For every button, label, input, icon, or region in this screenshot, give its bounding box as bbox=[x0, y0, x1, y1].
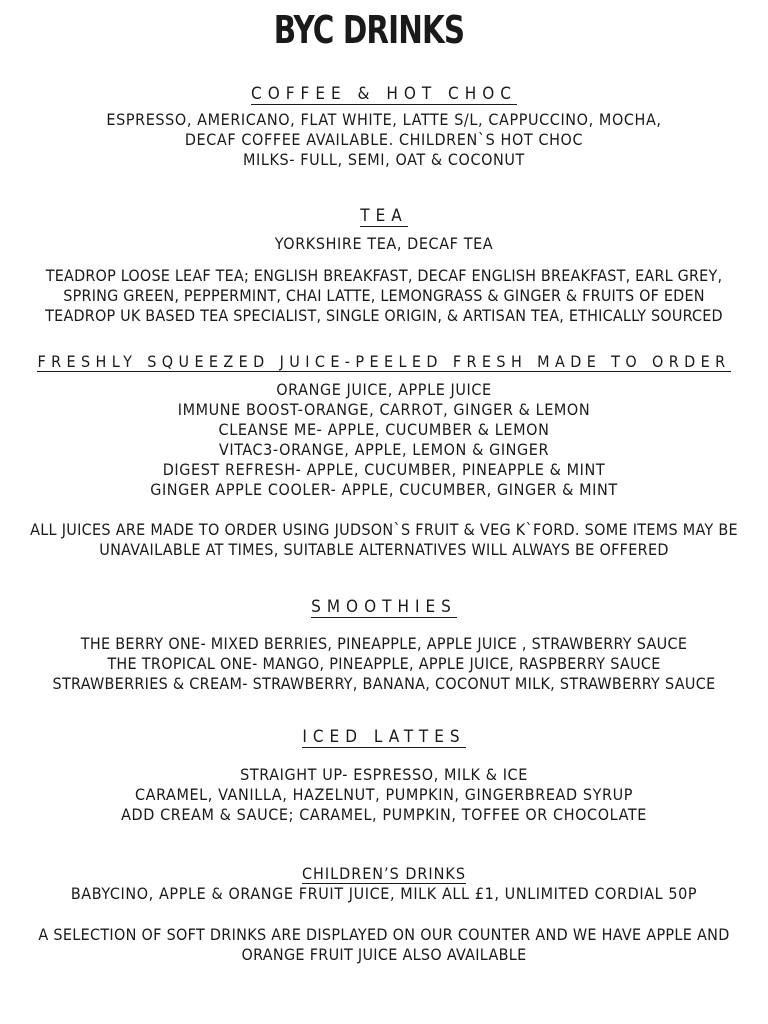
tea-line: TEADROP LOOSE LEAF TEA; ENGLISH BREAKFAST, DECAF ENGLISH BREAKFAST, EARL GREY, bbox=[45, 266, 723, 285]
coffee-line: MILKS- FULL, SEMI, OAT & COCONUT bbox=[243, 150, 525, 169]
footer-note bbox=[0, 925, 768, 965]
iced-latte-line: CARAMEL, VANILLA, HAZELNUT, PUMPKIN, GINGERBREAD SYRUP bbox=[134, 785, 634, 804]
footer-line: A SELECTION OF SOFT DRINKS ARE DISPLAYED ON OUR COUNTER AND WE HAVE APPLE AND bbox=[38, 925, 730, 944]
juice-line: IMMUNE BOOST-ORANGE, CARROT, GINGER & LEMON bbox=[177, 400, 591, 419]
iced-lattes-lines bbox=[0, 765, 768, 825]
juice-line: CLEANSE ME- APPLE, CUCUMBER & LEMON bbox=[218, 420, 550, 439]
coffee-line: DECAF COFFEE AVAILABLE. CHILDREN`S HOT CHOC bbox=[184, 130, 584, 149]
juice-lines bbox=[0, 380, 768, 500]
tea-line: SPRING GREEN, PEPPERMINT, CHAI LATTE, LEMONGRASS & GINGER & FRUITS OF EDEN bbox=[63, 286, 705, 305]
childrens-heading: CHILDREN’S DRINKS bbox=[301, 864, 467, 883]
juice-note-line: ALL JUICES ARE MADE TO ORDER USING JUDSON`S FRUIT & VEG K`FORD. SOME ITEMS MAY BE bbox=[30, 520, 738, 539]
menu-title: BYC DRINKS bbox=[273, 8, 465, 52]
smoothies-lines bbox=[0, 634, 768, 694]
childrens-line: BABYCINO, APPLE & ORANGE FRUIT JUICE, MILK ALL £1, UNLIMITED CORDIAL 50P bbox=[70, 884, 698, 903]
smoothie-line: STRAWBERRIES & CREAM- STRAWBERRY, BANANA, COCONUT MILK, STRAWBERRY SAUCE bbox=[52, 674, 716, 693]
tea-lines-top bbox=[0, 234, 768, 254]
juice-heading: FRESHLY SQUEEZED JUICE-PEELED FRESH MADE TO ORDER bbox=[37, 352, 731, 371]
tea-heading: TEA bbox=[360, 206, 408, 226]
iced-latte-line: ADD CREAM & SAUCE; CARAMEL, PUMPKIN, TOFFEE OR CHOCOLATE bbox=[121, 805, 647, 824]
juice-line: ORANGE JUICE, APPLE JUICE bbox=[276, 380, 492, 399]
smoothie-line: THE TROPICAL ONE- MANGO, PINEAPPLE, APPLE JUICE, RASPBERRY SAUCE bbox=[107, 654, 661, 673]
coffee-line: ESPRESSO, AMERICANO, FLAT WHITE, LATTE S/L, CAPPUCCINO, MOCHA, bbox=[106, 110, 662, 129]
juice-note-line: UNAVAILABLE AT TIMES, SUITABLE ALTERNATIVES WILL ALWAYS BE OFFERED bbox=[99, 540, 669, 559]
coffee-lines bbox=[0, 110, 768, 170]
iced-latte-line: STRAIGHT UP- ESPRESSO, MILK & ICE bbox=[240, 765, 528, 784]
juice-line: GINGER APPLE COOLER- APPLE, CUCUMBER, GINGER & MINT bbox=[150, 480, 618, 499]
coffee-heading: COFFEE & HOT CHOC bbox=[251, 84, 517, 104]
childrens-lines bbox=[0, 884, 768, 904]
tea-line: TEADROP UK BASED TEA SPECIALIST, SINGLE ORIGIN, & ARTISAN TEA, ETHICALLY SOURCED bbox=[45, 306, 723, 325]
smoothie-line: THE BERRY ONE- MIXED BERRIES, PINEAPPLE, APPLE JUICE , STRAWBERRY SAUCE bbox=[80, 634, 688, 653]
juice-note bbox=[0, 520, 768, 560]
juice-line: DIGEST REFRESH- APPLE, CUCUMBER, PINEAPPLE & MINT bbox=[162, 460, 606, 479]
footer-line: ORANGE FRUIT JUICE ALSO AVAILABLE bbox=[241, 945, 527, 964]
tea-line: YORKSHIRE TEA, DECAF TEA bbox=[274, 234, 494, 253]
iced-lattes-heading: ICED LATTES bbox=[302, 727, 466, 747]
smoothies-heading: SMOOTHIES bbox=[311, 597, 457, 617]
tea-lines-bottom bbox=[0, 266, 768, 326]
juice-line: VITAC3-ORANGE, APPLE, LEMON & GINGER bbox=[218, 440, 550, 459]
